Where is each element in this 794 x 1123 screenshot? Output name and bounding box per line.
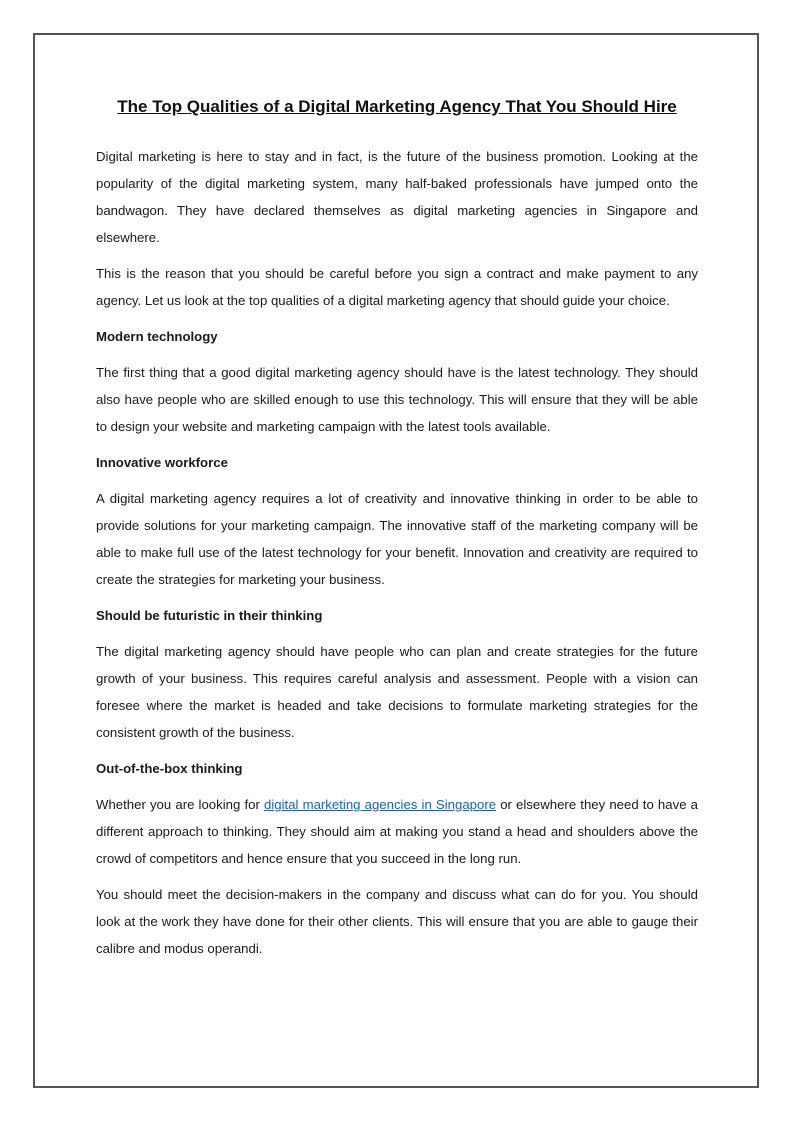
paragraph-text-before-link: Whether you are looking for: [96, 797, 264, 812]
paragraph-text-after-link: or elsewhere they need to have a different approach to thinking. They should aim at making you stand a head and shoulders above the crowd of competitors and hence ensure that you succeed in the long run.: [96, 797, 698, 866]
closing-paragraph: You should meet the decision-makers in the company and discuss what can do for you. You should look at the work they have done for their other clients. This will ensure that you are able to gauge their calibre and modus operandi.: [96, 887, 698, 956]
document-title: The Top Qualities of a Digital Marketing Agency That You Should Hire: [117, 97, 677, 116]
intro-paragraph-2: This is the reason that you should be careful before you sign a contract and make payment to any agency. Let us look at the top qualities of a digital marketing agency that should guide your choice.: [96, 266, 698, 308]
section-heading-out-of-the-box: Out-of-the-box thinking: [96, 761, 243, 776]
section-heading-innovative-workforce: Innovative workforce: [96, 455, 228, 470]
singapore-agencies-link[interactable]: digital marketing agencies in Singapore: [264, 797, 497, 812]
document-content: [96, 95, 698, 971]
section-heading-futuristic-thinking: Should be futuristic in their thinking: [96, 608, 323, 623]
section-paragraph-out-of-the-box: [96, 791, 698, 872]
section-paragraph-innovative-workforce: A digital marketing agency requires a lot of creativity and innovative thinking in order to be able to provide solutions for your marketing campaign. The innovative staff of the marketing company will be able to make full use of the latest technology for your benefit. Innovation and creativity are required to create the strategies for marketing your business.: [96, 491, 698, 587]
section-paragraph-futuristic-thinking: The digital marketing agency should have people who can plan and create strategies for the future growth of your business. This requires careful analysis and assessment. People with a vision can foresee where the market is headed and take decisions to formulate marketing strategies for the consistent growth of the business.: [96, 644, 698, 740]
section-heading-modern-technology: Modern technology: [96, 329, 218, 344]
section-paragraph-modern-technology: The first thing that a good digital marketing agency should have is the latest technology. They should also have people who are skilled enough to use this technology. This will ensure that they will be able to design your website and marketing campaign with the latest tools available.: [96, 365, 698, 434]
intro-paragraph-1: Digital marketing is here to stay and in fact, is the future of the business promotion. Looking at the popularity of the digital marketing system, many half-baked professionals have jumped onto the bandwagon. They have declared themselves as digital marketing agencies in Singapore and elsewhere.: [96, 149, 698, 245]
